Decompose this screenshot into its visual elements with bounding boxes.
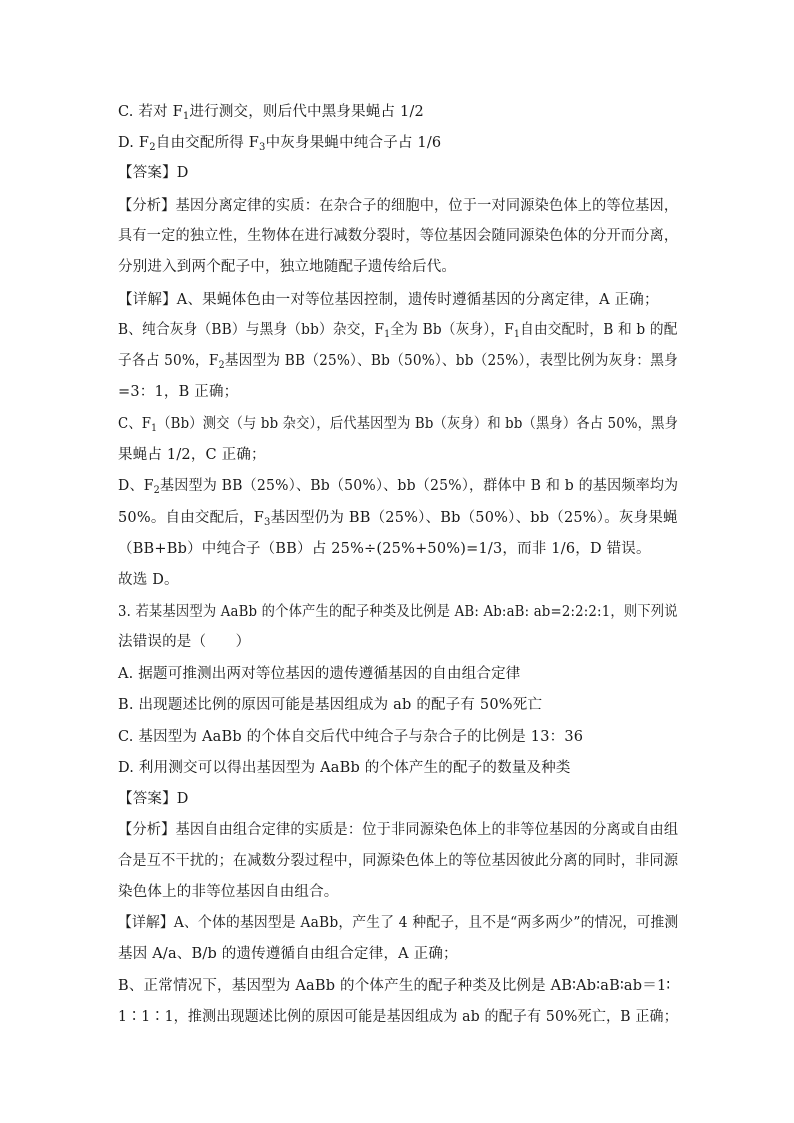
q2-detail-b: =3：1，B 正确； (118, 384, 239, 400)
q3-option-a: A. 据题可推测出两对等位基因的遗传遵循基因的自由组合定律 (118, 666, 521, 682)
q2-detail-c: 果蝇占 1/2，C 正确； (118, 447, 266, 463)
q3-detail-line: 【详解】A、个体的基因型是 AaBb，产生了 4 种配子，且不是“两多两少”的情况，可推测 (118, 915, 679, 931)
q3-stem: 法错误的是（ ） (118, 634, 251, 650)
q2-conclusion: 故选 D。 (118, 572, 179, 588)
q2-analysis-line: 具有一定的独立性，生物体在进行减数分裂时，等位基因会随同源染色体的分开而分离， (118, 228, 679, 244)
q3-analysis-line: 染色体上的非等位基因自由组合。 (118, 884, 339, 900)
q3-option-d: D. 利用测交可以得出基因型为 AaBb 的个体产生的配子的数量及种类 (118, 760, 571, 776)
q3-detail-line: B、正常情况下，基因型为 AaBb 的个体产生的配子种类及比例是 AB∶Ab∶aB∶ab＝1∶ (118, 978, 671, 994)
q2-detail-b: 子各占 50%，$F_2$基因型为 BB（25%）、Bb（50%）、bb（25%），表型比例为灰身：黑身 (118, 353, 678, 371)
q3-detail-line: 1∶1∶1，推测出现题述比例的原因可能是基因组成为 ab 的配子有 50%死亡，B 正确； (118, 1009, 678, 1025)
q3-option-b: B. 出现题述比例的原因可能是基因组成为 ab 的配子有 50%死亡 (118, 697, 543, 713)
q2-option-d: D. $F_2$自由交配所得 $F_3$中灰身果蝇中纯合子占 1/6 (118, 135, 442, 153)
q2-answer: 【答案】D (118, 165, 189, 181)
q2-detail-d: 50%。自由交配后，$F_3$基因型仍为 BB（25%）、Bb（50%）、bb（25%）。灰身果蝇 (118, 510, 678, 528)
q3-option-c: C. 基因型为 AaBb 的个体自交后代中纯合子与杂合子的比例是 13：36 (118, 729, 584, 745)
q3-stem: 3. 若某基因型为 AaBb 的个体产生的配子种类及比例是 AB: Ab:aB: ab=2:2:2:1，则下列说 (118, 604, 678, 620)
q3-detail-line: 基因 A/a、B/b 的遗传遵循自由组合定律，A 正确； (118, 946, 458, 962)
q2-analysis-line: 【分析】基因分离定律的实质：在杂合子的细胞中，位于一对同源染色体上的等位基因， (118, 198, 679, 214)
q2-detail-d: （BB+Bb）中纯合子（BB）占 25%÷(25%+50%)=1/3，而非 1/6，D 错误。 (118, 541, 651, 557)
q2-detail-c: C、$F_1(Bb)$测交（与 bb 杂交），后代基因型为 Bb（灰身）和 bb（黑身）各占 50%，黑身 (118, 416, 679, 434)
q3-analysis-line: 合是互不干扰的；在减数分裂过程中，同源染色体上的等位基因彼此分离的同时，非同源 (118, 853, 679, 869)
q2-analysis-line: 分别进入到两个配子中，独立地随配子遗传给后代。 (118, 259, 457, 275)
q2-detail-b: B、纯合灰身（BB）与黑身（bb）杂交，$F_1$全为 Bb（灰身），$F_1$自由交配时，B 和 b 的配 (118, 322, 678, 340)
q3-analysis-line: 【分析】基因自由组合定律的实质是：位于非同源染色体上的非等位基因的分离或自由组 (118, 822, 679, 838)
q2-detail-a: 【详解】A、果蝇体色由一对等位基因控制，遗传时遵循基因的分离定律，A 正确； (118, 292, 659, 308)
q3-answer: 【答案】D (118, 791, 189, 807)
q2-detail-d: D、$F_2$基因型为 BB（25%）、Bb（50%）、bb（25%），群体中 B 和 b 的基因频率均为 (118, 478, 679, 496)
q2-option-c: C. 若对 $F_1$进行测交，则后代中黑身果蝇占 1/2 (118, 104, 424, 122)
